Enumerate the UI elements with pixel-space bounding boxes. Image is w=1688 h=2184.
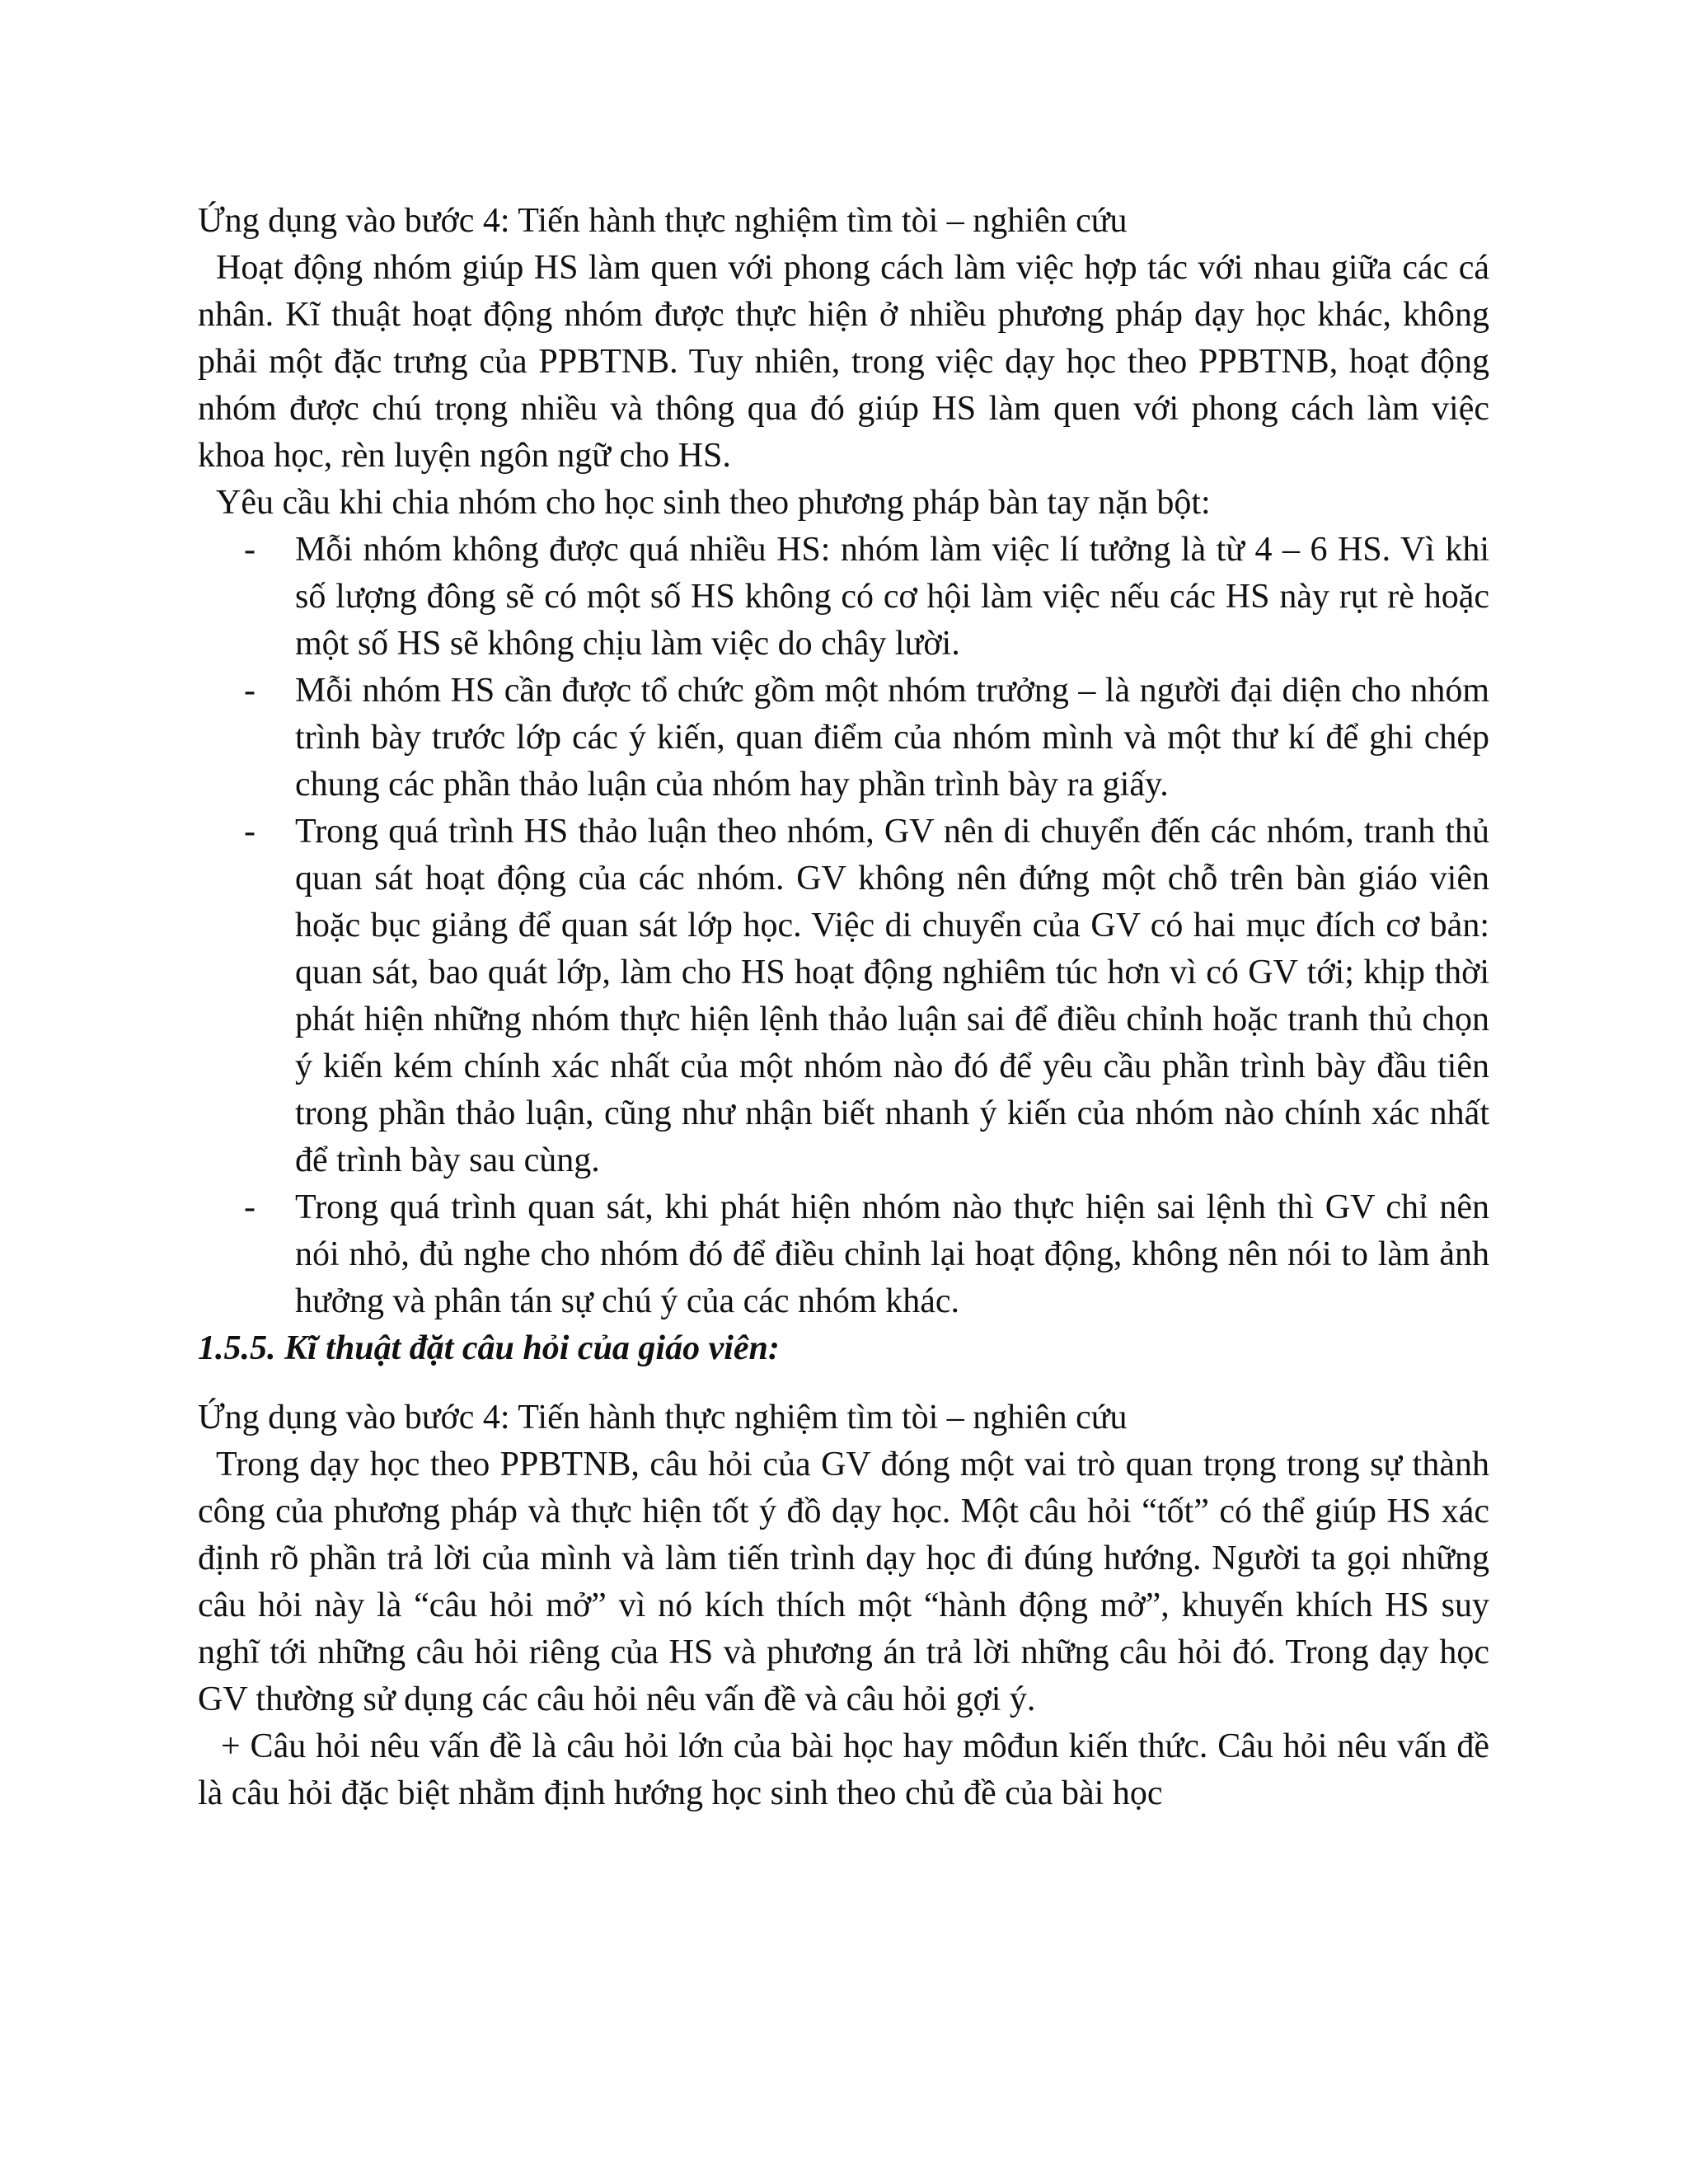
group-requirement-line: Yêu cầu khi chia nhóm cho học sinh theo phương pháp bàn tay nặn bột: <box>216 484 1211 522</box>
dash-bullet: - <box>244 531 256 569</box>
list-item-text: Mỗi nhóm HS cần được tổ chức gồm một nhóm trưởng – là người đại diện cho nhóm trình bày trước lớp các ý kiến, quan điểm của nhóm mình và một thư kí để ghi chép chung các phần thảo luận của nhóm hay phần trình bày ra giấy. <box>295 672 1489 804</box>
section1-paragraph: Hoạt động nhóm giúp HS làm quen với phong cách làm việc hợp tác với nhau giữa các cá nhân. Kĩ thuật hoạt động nhóm được thực hiện ở nhiều phương pháp dạy học khác, không phải một đặc trưng của PPBTNB. Tuy nhiên, trong việc dạy học theo PPBTNB, hoạt động nhóm được chú trọng nhiều và thông qua đó giúp HS làm quen với phong cách làm việc khoa học, rèn luyện ngôn ngữ cho HS. <box>198 249 1489 475</box>
dash-bullet: - <box>244 813 256 851</box>
section2-paragraph-2: + Câu hỏi nêu vấn đề là câu hỏi lớn của bài học hay môđun kiến thức. Câu hỏi nêu vấn đề là câu hỏi đặc biệt nhằm định hướng học sinh theo chủ đề của bài học <box>198 1727 1489 1812</box>
section2-paragraph-1: Trong dạy học theo PPBTNB, câu hỏi của GV đóng một vai trò quan trọng trong sự thành công của phương pháp và thực hiện tốt ý đồ dạy học. Một câu hỏi “tốt” có thể giúp HS xác định rõ phần trả lời của mình và làm tiến trình dạy học đi đúng hướng. Người ta gọi những câu hỏi này là “câu hỏi mở” vì nó kích thích một “hành động mở”, khuyến khích HS suy nghĩ tới những câu hỏi riêng của HS và phương án trả lời những câu hỏi đó. Trong dạy học GV thường sử dụng các câu hỏi nêu vấn đề và câu hỏi gợi ý. <box>198 1446 1489 1718</box>
list-item-text: Mỗi nhóm không được quá nhiều HS: nhóm làm việc lí tưởng là từ 4 – 6 HS. Vì khi số lượng đông sẽ có một số HS không có cơ hội làm việc nếu các HS này rụt rè hoặc một số HS sẽ không chịu làm việc do chây lười. <box>295 531 1489 663</box>
requirement-list <box>198 527 1489 1325</box>
dash-bullet: - <box>244 672 256 710</box>
list-item <box>198 1184 1489 1325</box>
list-item <box>198 808 1489 1184</box>
section-heading: 1.5.5. Kĩ thuật đặt câu hỏi của giáo viên: <box>198 1329 780 1367</box>
section1-lead: Ứng dụng vào bước 4: Tiến hành thực nghiệm tìm tòi – nghiên cứu <box>198 202 1128 240</box>
list-item <box>198 668 1489 808</box>
dash-bullet: - <box>244 1188 256 1226</box>
list-item <box>198 527 1489 668</box>
list-item-text: Trong quá trình quan sát, khi phát hiện nhóm nào thực hiện sai lệnh thì GV chỉ nên nói nhỏ, đủ nghe cho nhóm đó để điều chỉnh lại hoạt động, không nên nói to làm ảnh hưởng và phân tán sự chú ý của các nhóm khác. <box>295 1188 1489 1320</box>
list-item-text: Trong quá trình HS thảo luận theo nhóm, GV nên di chuyển đến các nhóm, tranh thủ quan sát hoạt động của các nhóm. GV không nên đứng một chỗ trên bàn giáo viên hoặc bục giảng để quan sát lớp học. Việc di chuyển của GV có hai mục đích cơ bản: quan sát, bao quát lớp, làm cho HS hoạt động nghiêm túc hơn vì có GV tới; khịp thời phát hiện những nhóm thực hiện lệnh thảo luận sai để điều chỉnh hoặc tranh thủ chọn ý kiến kém chính xác nhất của một nhóm nào đó để yêu cầu phần trình bày đầu tiên trong phần thảo luận, cũng như nhận biết nhanh ý kiến của nhóm nào chính xác nhất để trình bày sau cùng. <box>295 813 1489 1179</box>
section2-lead: Ứng dụng vào bước 4: Tiến hành thực nghiệm tìm tòi – nghiên cứu <box>198 1399 1128 1436</box>
page-content <box>198 198 1489 1817</box>
